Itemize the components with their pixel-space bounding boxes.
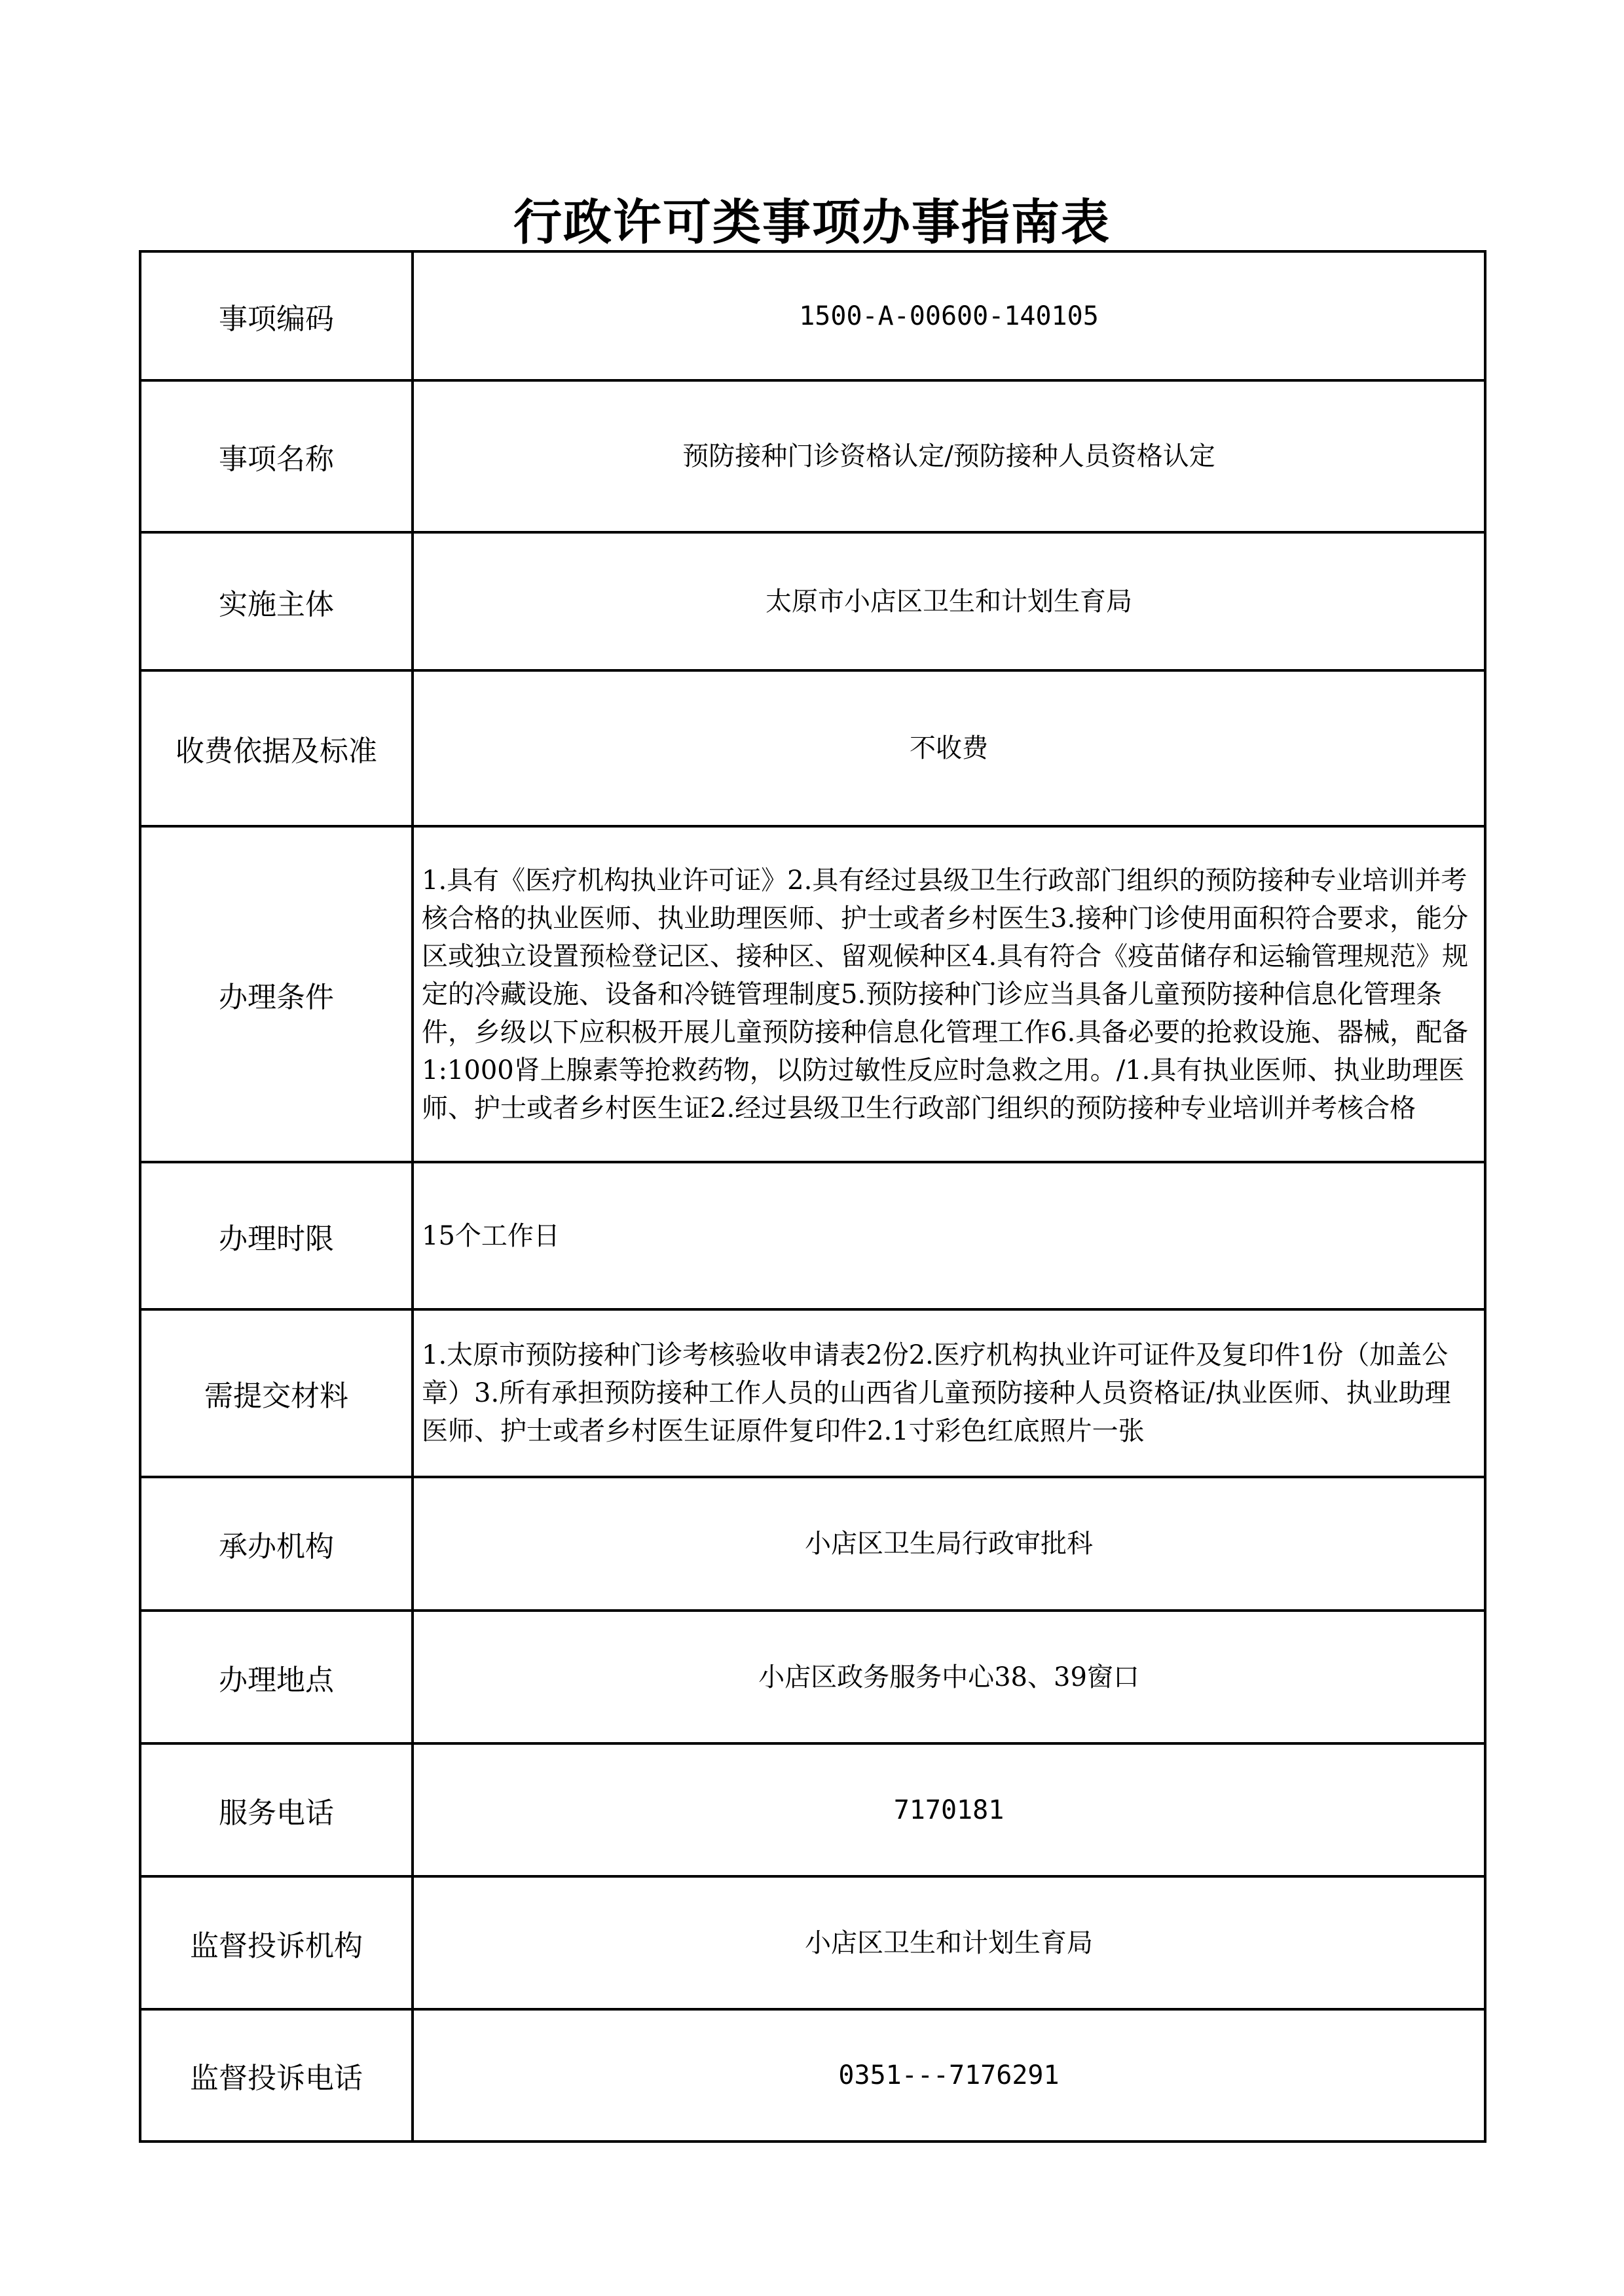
table-row	[140, 1477, 1485, 1611]
row-value-implementing-body: 太原市小店区卫生和计划生育局	[413, 532, 1485, 670]
table-row	[140, 251, 1485, 380]
row-value-complaint-agency: 小店区卫生和计划生育局	[413, 1876, 1485, 2009]
table-row	[140, 1743, 1485, 1876]
row-label-location: 办理地点	[140, 1611, 413, 1743]
row-label-materials: 需提交材料	[140, 1309, 413, 1477]
table-row	[140, 1611, 1485, 1743]
row-value-time-limit: 15个工作日	[413, 1162, 1485, 1309]
table-row	[140, 670, 1485, 826]
page-title: 行政许可类事项办事指南表	[513, 194, 1111, 251]
row-label-implementing-body: 实施主体	[140, 532, 413, 670]
row-label-time-limit: 办理时限	[140, 1162, 413, 1309]
table-row	[140, 826, 1485, 1162]
table-row	[140, 380, 1485, 532]
row-label-service-phone: 服务电话	[140, 1743, 413, 1876]
row-label-item-name: 事项名称	[140, 380, 413, 532]
row-label-complaint-agency: 监督投诉机构	[140, 1876, 413, 2009]
row-value-complaint-phone: 0351---7176291	[413, 2009, 1485, 2141]
table-row	[140, 532, 1485, 670]
row-value-item-name: 预防接种门诊资格认定/预防接种人员资格认定	[413, 380, 1485, 532]
row-label-handling-agency: 承办机构	[140, 1477, 413, 1611]
row-value-location: 小店区政务服务中心38、39窗口	[413, 1611, 1485, 1743]
row-value-materials: 1.太原市预防接种门诊考核验收申请表2份2.医疗机构执业许可证件及复印件1份（加盖公章）3.所有承担预防接种工作人员的山西省儿童预防接种人员资格证/执业医师、执业助理医师、护士或者乡村医生证原件复印件2.1寸彩色红底照片一张	[413, 1309, 1485, 1477]
table-row	[140, 1162, 1485, 1309]
row-value-handling-agency: 小店区卫生局行政审批科	[413, 1477, 1485, 1611]
table-row	[140, 2009, 1485, 2141]
table-row	[140, 1876, 1485, 2009]
row-label-complaint-phone: 监督投诉电话	[140, 2009, 413, 2141]
row-value-item-code: 1500-A-00600-140105	[413, 251, 1485, 380]
row-label-conditions: 办理条件	[140, 826, 413, 1162]
guide-table	[139, 250, 1486, 2143]
row-label-fee-standard: 收费依据及标准	[140, 670, 413, 826]
row-value-service-phone: 7170181	[413, 1743, 1485, 1876]
row-label-item-code: 事项编码	[140, 251, 413, 380]
row-value-conditions: 1.具有《医疗机构执业许可证》2.具有经过县级卫生行政部门组织的预防接种专业培训并考核合格的执业医师、执业助理医师、护士或者乡村医生3.接种门诊使用面积符合要求，能分区或独立设置预检登记区、接种区、留观候种区4.具有符合《疫苗储存和运输管理规范》规定的冷藏设施、设备和冷链管理制度5.预防接种门诊应当具备儿童预防接种信息化管理条件，乡级以下应积极开展儿童预防接种信息化管理工作6.具备必要的抢救设施、器械，配备1:1000肾上腺素等抢救药物，以防过敏性反应时急救之用。/1.具有执业医师、执业助理医师、护士或者乡村医生证2.经过县级卫生行政部门组织的预防接种专业培训并考核合格	[413, 826, 1485, 1162]
table-row	[140, 1309, 1485, 1477]
row-value-fee-standard: 不收费	[413, 670, 1485, 826]
